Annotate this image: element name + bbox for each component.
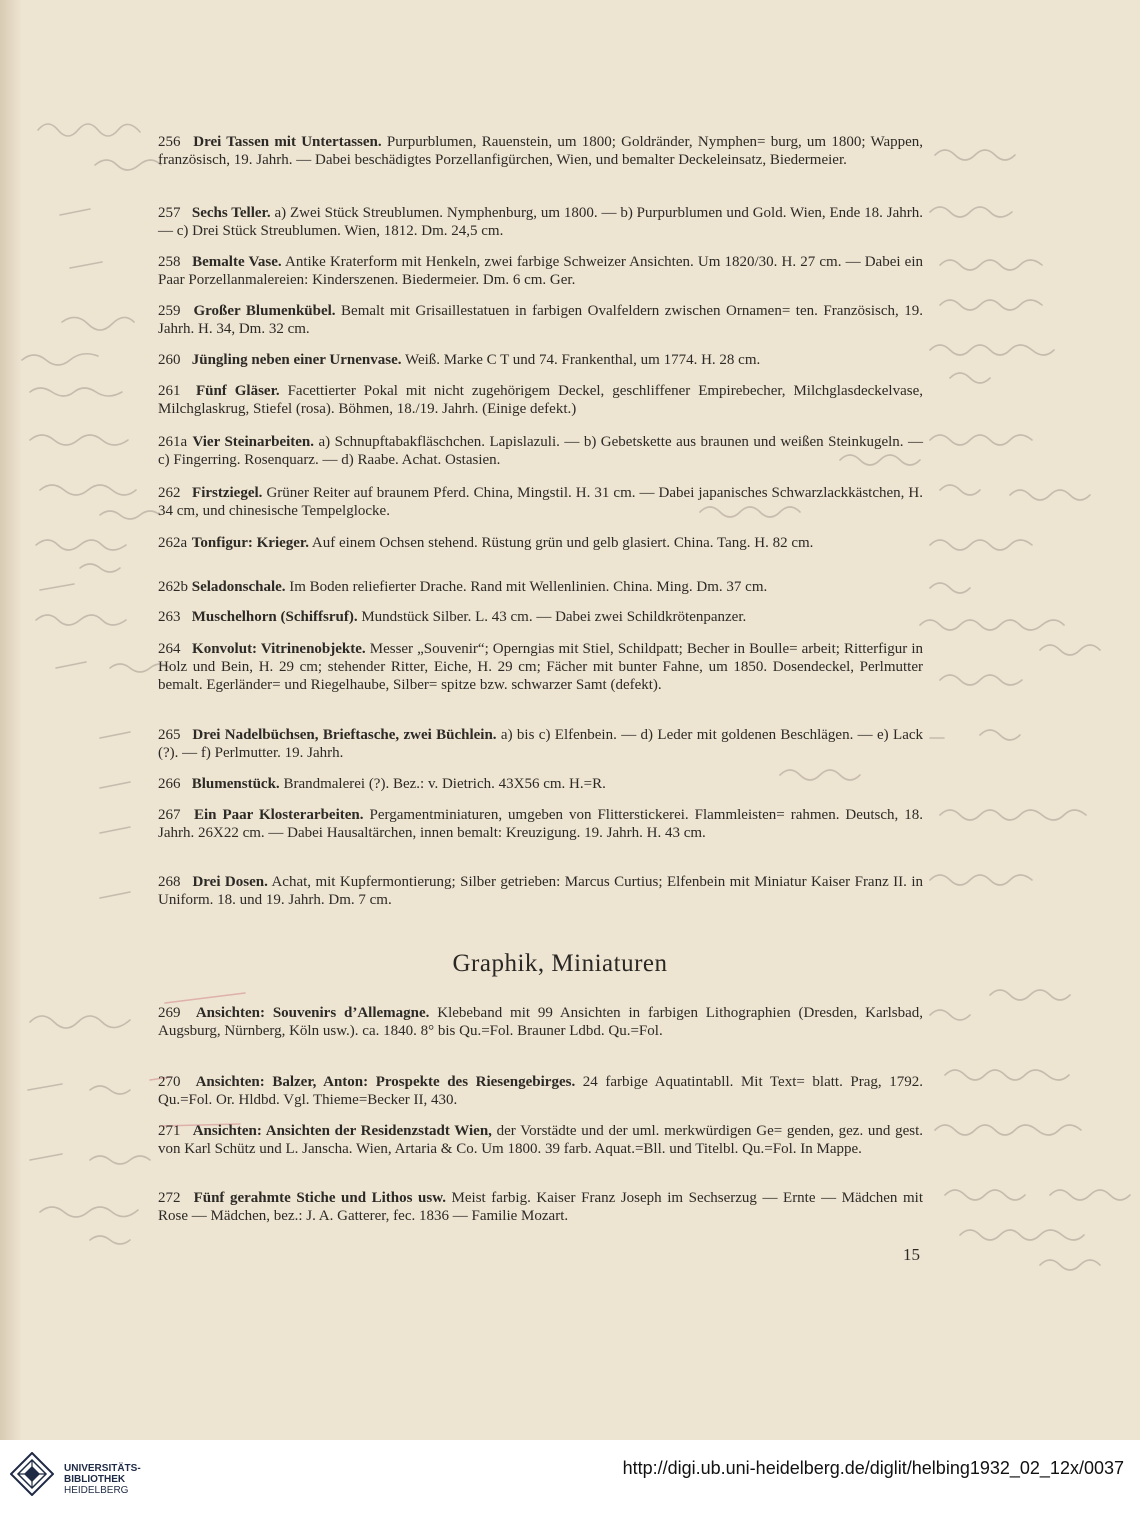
catalog-entry [158,302,923,338]
entry-text: a) Zwei Stück Streublumen. Nymphenburg, um 1800. — b) Purpurblumen und Gold. Wien, Ende 18. Jahrh. — c) Drei Stück Streublumen. Wien, 1812. Dm. 24,5 cm. [158,205,924,239]
entry-text: Meist farbig. Kaiser Franz Joseph im Sechserzug — Ernte — Mädchen mit Rose — Mädchen, bez.: J. A. Gatterer, fec. 1836 — Familie Mozart. [158,1190,923,1224]
catalog-entry [158,873,923,909]
entry-text: Klebeband mit 99 Ansichten in farbigen Lithographien (Dresden, Karlsbad, Augsburg, Nürnberg, Köln usw.). ca. 1840. 8° bis Qu.=Fol. Brauner Ldbd. Qu.=Fol. [158,1005,924,1039]
page-number: 15 [903,1245,920,1264]
entry-number: 259 [158,303,181,319]
entry-title: Drei Dosen. [192,874,268,890]
entry-title: Blumenstück. [191,776,280,792]
entry-text: 24 farbige Aquatintabll. Mit Text= blatt. Prag, 1792. Qu.=Fol. Or. Hldbd. Vgl. Thieme=Becker II, 430. [158,1074,924,1108]
entry-title: Ein Paar Klosterarbeiten. [193,807,364,823]
catalog-entry [158,433,923,469]
entry-number: 268 [158,874,181,890]
entry-text: Antike Kraterform mit Henkeln, zwei farbige Schweizer Ansichten. Um 1820/30. H. 27 cm. — Dabei ein Paar Porzellanmalereien: Kinderszenen. Biedermeier. Dm. 6 cm. Ger. [158,254,923,288]
entry-title: Vier Steinarbeiten. [192,434,315,450]
entry-title: Firstziegel. [192,485,263,501]
document-url[interactable]: http://digi.ub.uni-heidelberg.de/diglit/helbing1932_02_12x/0037 [622,1458,1124,1478]
library-name-line: UNIVERSITÄTS- [64,1463,141,1474]
catalog-entry [158,578,923,596]
entry-text: der Vorstädte und der uml. merkwürdigen Ge= genden, gez. und gest. von Karl Schütz und L. Janscha. Wien, Artaria & Co. Um 1800. 39 farb. Aquat.=Bll. und Titelbl. Qu.=Fol. In Mappe. [158,1123,924,1157]
entry-number: 267 [158,807,181,823]
catalog-entry [158,253,923,289]
entry-number: 266 [158,776,181,792]
entry-text: Bemalt mit Grisaillestatuen in farbigen Ovalfeldern zwischen Ornamen= ten. Französisch, 19. Jahrh. H. 34, Dm. 32 cm. [158,303,924,337]
entry-title: Ansichten: Balzer, Anton: Prospekte des Riesengebirges. [195,1074,576,1090]
section-heading: Graphik, Miniaturen [452,950,668,977]
entry-text: Im Boden reliefierter Drache. Rand mit Wellenlinien. China. Ming. Dm. 37 cm. [289,579,768,595]
entry-number: 261 [158,383,181,399]
entry-title: Sechs Teller. [191,205,271,221]
entry-text: Facettierter Pokal mit nicht zugehörigem Deckel, geschliffener Empirebecher, Milchglasdeckelvase, Milchglaskrug, Stiefel (rosa). Böhmen, 18./19. Jahrh. (Einige defekt.) [158,383,923,417]
entry-text: Purpurblumen, Rauenstein, um 1800; Goldränder, Nymphen= burg, um 1800; Wappen, französisch, 19. Jahrh. — Dabei beschädigtes Porzellanfigürchen, Wien, und bemalter Deckeleinsatz, Biedermeier. [158,134,924,168]
entry-text: Brandmalerei (?). Bez.: v. Dietrich. 43X56 cm. H.=R. [283,776,606,792]
catalog-entry [158,351,923,369]
entry-title: Fünf Gläser. [195,383,280,399]
entry-text: Achat, mit Kupfermontierung; Silber getrieben: Marcus Curtius; Elfenbein mit Miniatur Kaiser Franz II. in Uniform. 18. und 19. Jahrh. Dm. 7 cm. [158,874,924,908]
entry-title: Drei Nadelbüchsen, Brieftasche, zwei Büchlein. [192,727,497,743]
entry-title: Großer Blumenkübel. [193,303,336,319]
entry-text: Mundstück Silber. L. 43 cm. — Dabei zwei Schildkrötenpanzer. [361,609,747,625]
catalog-entry [158,608,923,626]
catalog-entry [158,775,923,793]
entry-title: Ansichten: Souvenirs d’Allemagne. [195,1005,430,1021]
entry-title: Seladonschale. [191,579,286,595]
catalog-entry [158,1189,923,1225]
catalog-entry [158,133,923,169]
entry-number: 262 [158,485,181,501]
catalog-entry [158,534,923,552]
catalog-entry [158,204,923,240]
catalog-entry [158,640,923,694]
catalog-entry [158,1122,923,1158]
entry-title: Konvolut: Vitrinenobjekte. [192,641,366,657]
entry-number: 258 [158,254,181,270]
entry-number: 262a [158,535,188,551]
catalog-entry [158,806,923,842]
entry-number: 263 [158,609,181,625]
entry-number: 265 [158,727,181,743]
entry-number: 270 [158,1074,181,1090]
university-library-logo-icon [10,1452,54,1496]
entry-text: Auf einem Ochsen stehend. Rüstung grün und gelb glasiert. China. Tang. H. 82 cm. [311,535,814,551]
library-name [64,1463,141,1496]
entry-title: Jüngling neben einer Urnenvase. [191,352,402,368]
entry-text: Pergamentminiaturen, umgeben von Flitterstickerei. Flammleisten= rahmen. Deutsch, 18. Jahrh. 26X22 cm. — Dabei Hausaltärchen, innen bemalt: Kreuzigung. 19. Jahrh. H. 43 cm. [158,807,924,841]
entry-number: 256 [158,134,181,150]
entry-title: Bemalte Vase. [192,254,282,270]
entry-number: 260 [158,352,181,368]
entry-number: 257 [158,205,181,221]
catalog-entry [158,726,923,762]
entry-title: Fünf gerahmte Stiche und Lithos usw. [193,1190,446,1206]
catalog-entry [158,484,923,520]
entry-number: 261a [158,434,188,450]
entry-number: 271 [158,1123,181,1139]
entry-number: 262b [158,579,188,595]
catalog-entry [158,382,923,418]
entry-title: Drei Tassen mit Untertassen. [193,134,382,150]
entry-text: Grüner Reiter auf braunem Pferd. China, Mingstil. H. 31 cm. — Dabei japanisches Schwarzlackkästchen, H. 34 cm, und chinesische Tempelglocke. [158,485,924,519]
entry-title: Ansichten: Ansichten der Residenzstadt Wien, [192,1123,492,1139]
catalog-entry [158,1004,923,1040]
footer-bar [0,1440,1140,1525]
library-name-line: BIBLIOTHEK [64,1474,126,1485]
entry-number: 272 [158,1190,181,1206]
entry-text: Messer „Souvenir“; Operngias mit Stiel, Schildpatt; Becher in Boulle= arbeit; Ritterfigur in Holz und Bein, H. 29 cm; stehender Ritter, Eiche, H. 29 cm; Fächer mit bunter Fahne, um 1850. Dosendeckel, Perlmutter bemalt. Egerländer= und Riegelhaube, Silber= spitze bzw. schwarzer Samt (defekt). [158,641,923,693]
entry-title: Tonfigur: Krieger. [191,535,309,551]
entry-text: Weiß. Marke C T und 74. Frankenthal, um 1774. H. 28 cm. [404,352,761,368]
entry-title: Muschelhorn (Schiffsruf). [191,609,358,625]
entry-number: 264 [158,641,181,657]
entry-text: a) Schnupftabakfläschchen. Lapislazuli. — b) Gebetskette aus braunen und weißen Steinkugeln. — c) Fingerring. Rosenquarz. — d) Raabe. Achat. Ostasien. [158,434,924,468]
entry-number: 269 [158,1005,181,1021]
catalog-entry [158,1073,923,1109]
entry-text: a) bis c) Elfenbein. — d) Leder mit goldenen Beschlägen. — e) Lack (?). — f) Perlmutter. 19. Jahrh. [158,727,924,761]
library-name-line: HEIDELBERG [64,1485,129,1496]
